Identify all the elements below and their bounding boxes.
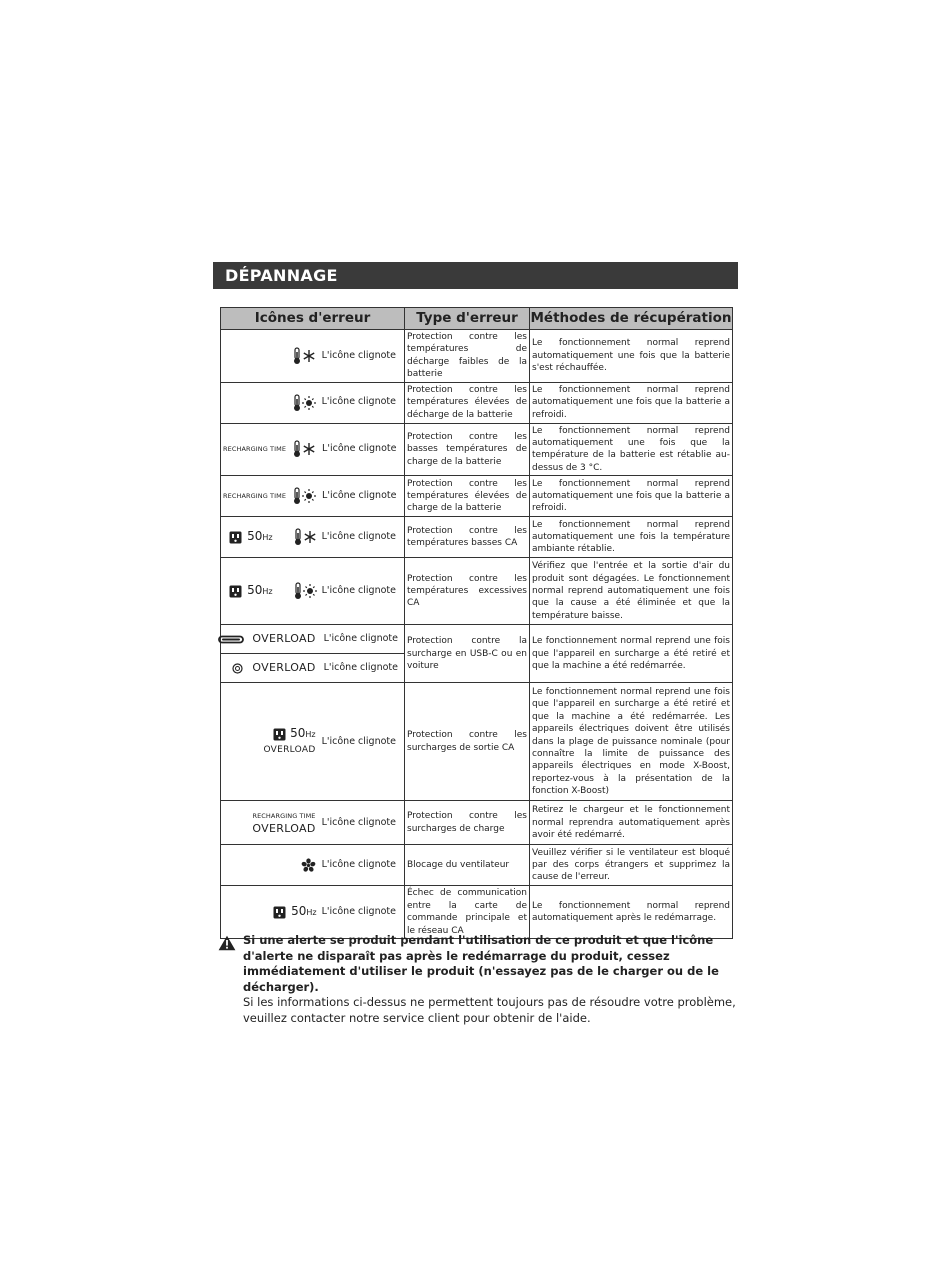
table-row [221,330,733,383]
charging-overload-indicator [252,810,315,835]
thermometer-sun-icon [293,582,317,600]
error-type: Blocage du ventilateur [405,845,530,886]
icon-cell [221,382,405,423]
blink-label: L'icône clignote [323,662,398,674]
icon-cell [221,558,405,625]
error-type: Protection contre les basses températures de charge de la batterie [405,423,530,476]
recharging-time-label: RECHARGING TIME [223,492,287,501]
thermometer-sun-icon [292,394,316,412]
frequency-readout [291,905,317,919]
frequency-value: 50 [247,583,263,598]
blink-label: L'icône clignote [321,906,396,918]
recovery-method: Le fonctionnement normal reprend automatiquement une fois que la batterie a refroidi. [530,476,733,517]
fan-icon [301,858,316,873]
overload-label: OVERLOAD [252,632,316,646]
error-type: Protection contre les températures de décharge faibles de la batterie [405,330,530,383]
car-outlet-icon [232,663,243,674]
icon-cell [221,845,405,886]
error-type: Échec de communication entre la carte de commande principale et le réseau CA [405,886,530,939]
recovery-method: Vérifiez que l'entrée et la sortie d'air du produit sont dégagées. Le fonctionnement normal reprend automatiquement une fois que la cause a été éliminée et que la température baisse. [530,558,733,625]
usb-c-port-icon [218,635,244,644]
blink-label: L'icône clignote [321,735,396,747]
ac-outlet-icon [229,585,242,598]
frequency-unit: Hz [305,730,316,740]
col-header-icons: Icônes d'erreur [221,308,405,330]
frequency-readout [290,727,316,741]
icon-cell [221,423,405,476]
table-row [221,886,733,939]
error-type: Protection contre les températures basses CA [405,517,530,558]
icon-cell [221,886,405,939]
error-type: Protection contre les températures élevées de décharge de la batterie [405,382,530,423]
overload-label: OVERLOAD [252,821,316,835]
blink-label: L'icône clignote [321,816,396,828]
recovery-method: Le fonctionnement normal reprend automatiquement une fois que la température de la batterie est rétablie au-dessus de 3 °C. [530,423,733,476]
icon-cell [221,801,405,845]
error-table [220,307,733,939]
warning-triangle-icon [218,935,236,951]
icon-cell [221,625,405,683]
table-row [221,423,733,476]
thermometer-sun-icon [292,487,316,505]
thermometer-snowflake-icon [293,528,317,546]
error-type: Protection contre les surcharges de charge [405,801,530,845]
col-header-method: Méthodes de récupération [530,308,733,330]
car-outlet-overload-line [221,653,404,682]
blink-label: L'icône clignote [323,633,398,645]
table-row [221,845,733,886]
table-row [221,801,733,845]
table-row [221,558,733,625]
recovery-method: Le fonctionnement normal reprend automatiquement une fois la température ambiante rétablie. [530,517,733,558]
blink-label: L'icône clignote [321,396,396,408]
blink-label: L'icône clignote [321,859,396,871]
frequency-value: 50 [247,529,263,544]
frequency-value: 50 [290,726,306,741]
table-header-row [221,308,733,330]
frequency-value: 50 [291,904,307,919]
icon-cell [221,476,405,517]
thermometer-snowflake-icon [292,347,316,365]
recovery-method: Le fonctionnement normal reprend automatiquement une fois que la batterie s'est réchauffée. [530,330,733,383]
col-header-type: Type d'erreur [405,308,530,330]
recovery-method: Veuillez vérifier si le ventilateur est bloqué par des corps étrangers et supprimez la cause de l'erreur. [530,845,733,886]
usb-c-overload-line [221,625,404,653]
frequency-readout [247,530,273,544]
frequency-unit: Hz [262,587,273,597]
table-row [221,382,733,423]
ac-overload-indicator [263,727,315,756]
overload-label: OVERLOAD [263,744,316,755]
recovery-method: Le fonctionnement normal reprend une fois que l'appareil en surcharge a été retiré et que la machine a été redémarrée. [530,625,733,683]
ac-outlet-icon [229,531,242,544]
recovery-method: Le fonctionnement normal reprend une fois que l'appareil en surcharge a été retiré et que la machine a été redémarrée. Les appareils électriques doivent être utilisés dans la plage de puissance nominale (pour connaître la limite de puissance des appareils électriques en mode X-Boost, reportez-vous à la présentation de la fonction X-Boost) [530,683,733,801]
table-row [221,517,733,558]
recharging-time-label: RECHARGING TIME [223,445,287,454]
recharging-time-label: RECHARGING TIME [252,812,316,821]
overload-label: OVERLOAD [252,661,316,675]
table-row [221,476,733,517]
ac-outlet-icon [273,906,286,919]
ac-outlet-icon [273,728,286,741]
section-title: DÉPANNAGE [213,262,738,289]
recovery-method: Le fonctionnement normal reprend automatiquement une fois que la batterie a refroidi. [530,382,733,423]
blink-label: L'icône clignote [321,585,396,597]
recovery-method: Retirez le chargeur et le fonctionnement normal reprendra automatiquement après avoir été redémarré. [530,801,733,845]
error-type: Protection contre les températures élevées de charge de la batterie [405,476,530,517]
error-type: Protection contre les surcharges de sortie CA [405,683,530,801]
icon-cell [221,683,405,801]
icon-cell [221,330,405,383]
blink-label: L'icône clignote [322,490,397,502]
frequency-unit: Hz [262,533,273,543]
error-type: Protection contre la surcharge en USB-C ou en voiture [405,625,530,683]
icon-cell [221,517,405,558]
blink-label: L'icône clignote [321,531,396,543]
blink-label: L'icône clignote [322,443,397,455]
error-type: Protection contre les températures excessives CA [405,558,530,625]
warning-note [218,933,738,1026]
table-row [221,683,733,801]
warning-bold-text: Si une alerte se produit pendant l'utilisation de ce produit et que l'icône d'alerte ne disparaît pas après le redémarrage du produit, cessez immédiatement d'utiliser le produit (n'essayez pas de le charger ou de le décharger). [243,933,719,994]
table-row [221,625,733,683]
thermometer-snowflake-icon [292,440,316,458]
recovery-method: Le fonctionnement normal reprend automatiquement après le redémarrage. [530,886,733,939]
frequency-readout [247,584,273,598]
blink-label: L'icône clignote [321,349,396,361]
frequency-unit: Hz [306,908,317,918]
warning-help-text: Si les informations ci-dessus ne permettent toujours pas de résoudre votre problème, veuillez contacter notre service client pour obtenir de l'aide. [243,995,736,1025]
